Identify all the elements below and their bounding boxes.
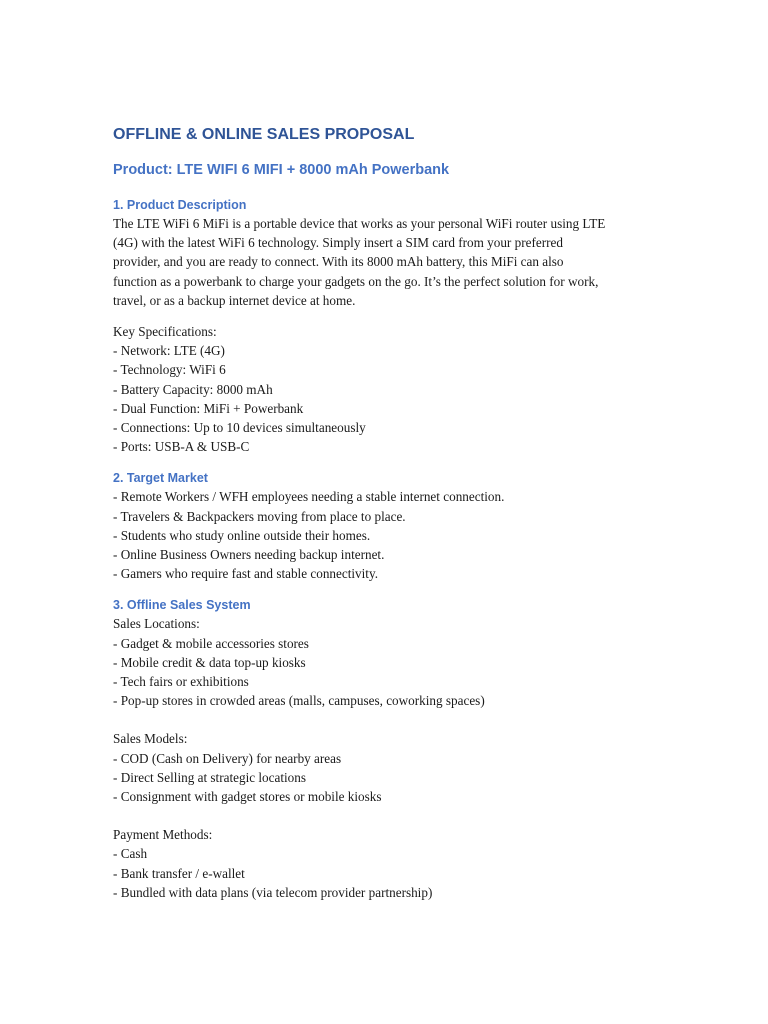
list-item: - COD (Cash on Delivery) for nearby areas <box>113 750 342 766</box>
document-title: OFFLINE & ONLINE SALES PROPOSAL <box>113 126 415 143</box>
list-item: - Bundled with data plans (via telecom provider partnership) <box>113 884 433 900</box>
list-item: - Remote Workers / WFH employees needing a stable internet connection. <box>113 489 505 505</box>
product-description-paragraph <box>113 214 658 310</box>
key-specifications-label: Key Specifications: <box>113 324 217 340</box>
payment-methods-label: Payment Methods: <box>113 827 213 843</box>
sales-models-list <box>113 749 658 807</box>
sales-models-label: Sales Models: <box>113 731 188 747</box>
list-item: - Connections: Up to 10 devices simultaneously <box>113 420 366 436</box>
list-item: - Gamers who require fast and stable connectivity. <box>113 566 378 582</box>
list-item: - Bank transfer / e-wallet <box>113 865 245 881</box>
section-heading-product-description: 1. Product Description <box>113 198 247 212</box>
description-line: The LTE WiFi 6 MiFi is a portable device that works as your personal WiFi router using LTE <box>113 216 606 231</box>
list-item: - Online Business Owners needing backup internet. <box>113 547 385 563</box>
list-item: - Students who study online outside their homes. <box>113 527 371 543</box>
sales-locations-label: Sales Locations: <box>113 616 200 632</box>
list-item: - Consignment with gadget stores or mobile kiosks <box>113 789 382 805</box>
product-subtitle: Product: LTE WIFI 6 MIFI + 8000 mAh Powerbank <box>113 162 450 178</box>
section-heading-offline-sales-system: 3. Offline Sales System <box>113 598 251 613</box>
list-item: - Travelers & Backpackers moving from place to place. <box>113 508 406 524</box>
list-item: - Pop-up stores in crowded areas (malls, campuses, coworking spaces) <box>113 693 485 709</box>
list-item: - Battery Capacity: 8000 mAh <box>113 381 273 397</box>
list-item: - Cash <box>113 846 148 862</box>
description-line: (4G) with the latest WiFi 6 technology. Simply insert a SIM card from your preferred <box>113 235 563 251</box>
target-market-list <box>113 487 658 583</box>
list-item: - Technology: WiFi 6 <box>113 362 226 378</box>
list-item: - Dual Function: MiFi + Powerbank <box>113 400 304 416</box>
key-specifications-list <box>113 341 658 456</box>
description-line: provider, and you are ready to connect. With its 8000 mAh battery, this MiFi can also <box>113 254 564 270</box>
payment-methods-list <box>113 844 658 902</box>
list-item: - Gadget & mobile accessories stores <box>113 635 309 651</box>
description-line: travel, or as a backup internet device at home. <box>113 292 356 308</box>
list-item: - Ports: USB-A & USB-C <box>113 439 250 455</box>
sales-locations-list <box>113 634 658 711</box>
section-heading-target-market: 2. Target Market <box>113 471 208 486</box>
list-item: - Mobile credit & data top-up kiosks <box>113 654 306 670</box>
description-line: function as a powerbank to charge your gadgets on the go. It’s the perfect solution for work, <box>113 273 599 289</box>
list-item: - Network: LTE (4G) <box>113 343 225 359</box>
list-item: - Direct Selling at strategic locations <box>113 769 306 785</box>
list-item: - Tech fairs or exhibitions <box>113 674 249 690</box>
